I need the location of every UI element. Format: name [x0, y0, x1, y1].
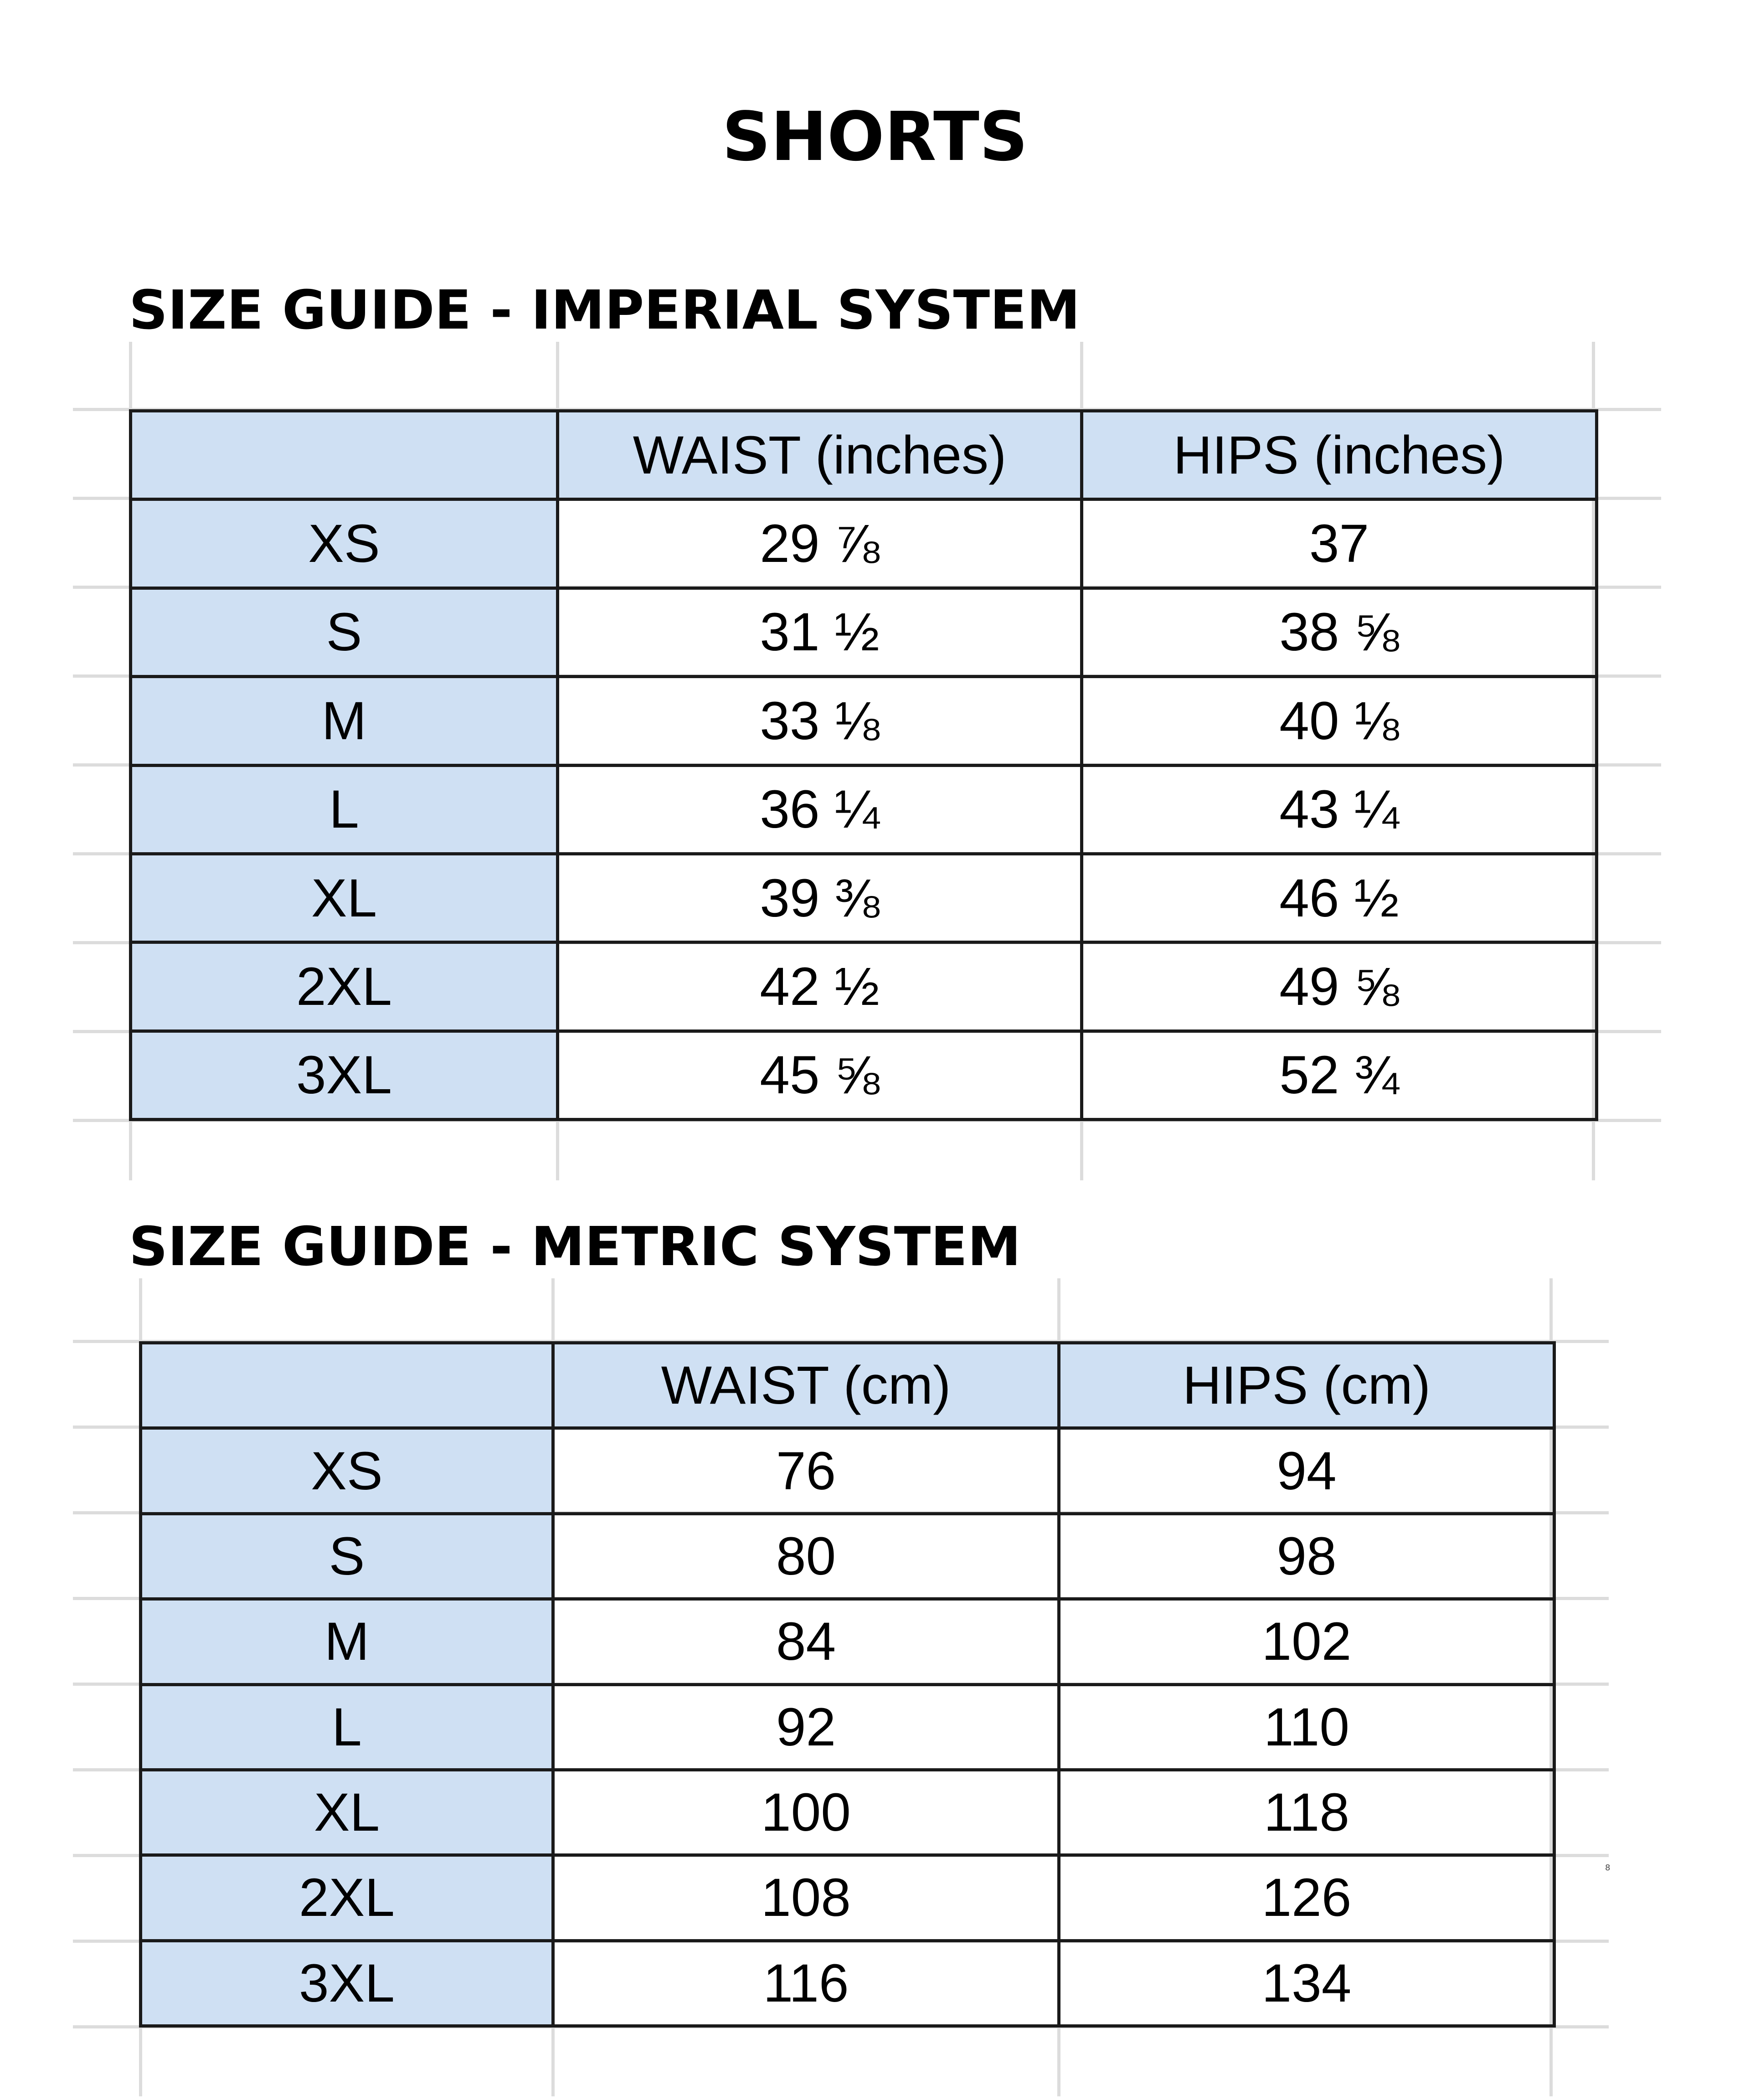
table-row — [131, 677, 1597, 765]
table-row — [141, 1855, 1554, 1940]
hips-value: 52 ¾ — [1082, 1031, 1597, 1119]
table-row — [141, 1770, 1554, 1855]
size-label: L — [141, 1684, 553, 1770]
table-row — [131, 942, 1597, 1031]
table-row — [131, 1031, 1597, 1119]
size-label: M — [141, 1599, 553, 1684]
waist-value: 108 — [553, 1855, 1059, 1940]
waist-value: 45 ⅝ — [558, 1031, 1082, 1119]
waist-value: 42 ½ — [558, 942, 1082, 1031]
waist-value: 31 ½ — [558, 588, 1082, 676]
waist-header: WAIST (cm) — [553, 1343, 1059, 1428]
waist-value: 100 — [553, 1770, 1059, 1855]
imperial-size-table — [129, 409, 1598, 1121]
stray-mark: 8 — [1605, 1863, 1611, 1873]
hips-value: 102 — [1059, 1599, 1554, 1684]
size-label: 2XL — [131, 942, 558, 1031]
hips-value: 126 — [1059, 1855, 1554, 1940]
size-label: 3XL — [131, 1031, 558, 1119]
waist-value: 92 — [553, 1684, 1059, 1770]
waist-value: 39 ⅜ — [558, 854, 1082, 942]
hips-value: 37 — [1082, 499, 1597, 588]
table-row — [131, 854, 1597, 942]
size-label: XL — [141, 1770, 553, 1855]
page-title: SHORTS — [722, 98, 1028, 176]
table-row — [141, 1428, 1554, 1513]
metric-size-table — [139, 1341, 1556, 2028]
metric-heading: SIZE GUIDE - METRIC SYSTEM — [129, 1215, 1021, 1278]
hips-value: 38 ⅝ — [1082, 588, 1597, 676]
size-label: XS — [131, 499, 558, 588]
hips-value: 49 ⅝ — [1082, 942, 1597, 1031]
table-row — [141, 1599, 1554, 1684]
size-label: 3XL — [141, 1940, 553, 2026]
size-label: 2XL — [141, 1855, 553, 1940]
waist-value: 84 — [553, 1599, 1059, 1684]
hips-value: 110 — [1059, 1684, 1554, 1770]
hips-value: 43 ¼ — [1082, 765, 1597, 854]
size-label: M — [131, 677, 558, 765]
table-row — [131, 765, 1597, 854]
hips-value: 134 — [1059, 1940, 1554, 2026]
size-label: L — [131, 765, 558, 854]
hips-value: 40 ⅛ — [1082, 677, 1597, 765]
waist-value: 80 — [553, 1513, 1059, 1599]
waist-value: 33 ⅛ — [558, 677, 1082, 765]
waist-value: 36 ¼ — [558, 765, 1082, 854]
imperial-heading: SIZE GUIDE - IMPERIAL SYSTEM — [129, 278, 1081, 341]
table-row — [131, 588, 1597, 676]
hips-value: 98 — [1059, 1513, 1554, 1599]
hips-value: 118 — [1059, 1770, 1554, 1855]
table-row — [141, 1513, 1554, 1599]
waist-header: WAIST (inches) — [558, 411, 1082, 499]
waist-value: 116 — [553, 1940, 1059, 2026]
size-label: S — [131, 588, 558, 676]
waist-value: 29 ⅞ — [558, 499, 1082, 588]
header-corner-cell — [141, 1343, 553, 1428]
table-row — [131, 499, 1597, 588]
table-row — [141, 1940, 1554, 2026]
size-label: XL — [131, 854, 558, 942]
waist-value: 76 — [553, 1428, 1059, 1513]
hips-value: 46 ½ — [1082, 854, 1597, 942]
hips-value: 94 — [1059, 1428, 1554, 1513]
hips-header: HIPS (cm) — [1059, 1343, 1554, 1428]
table-row — [141, 1684, 1554, 1770]
hips-header: HIPS (inches) — [1082, 411, 1597, 499]
table-header-row — [141, 1343, 1554, 1428]
table-header-row — [131, 411, 1597, 499]
header-corner-cell — [131, 411, 558, 499]
size-label: S — [141, 1513, 553, 1599]
size-label: XS — [141, 1428, 553, 1513]
